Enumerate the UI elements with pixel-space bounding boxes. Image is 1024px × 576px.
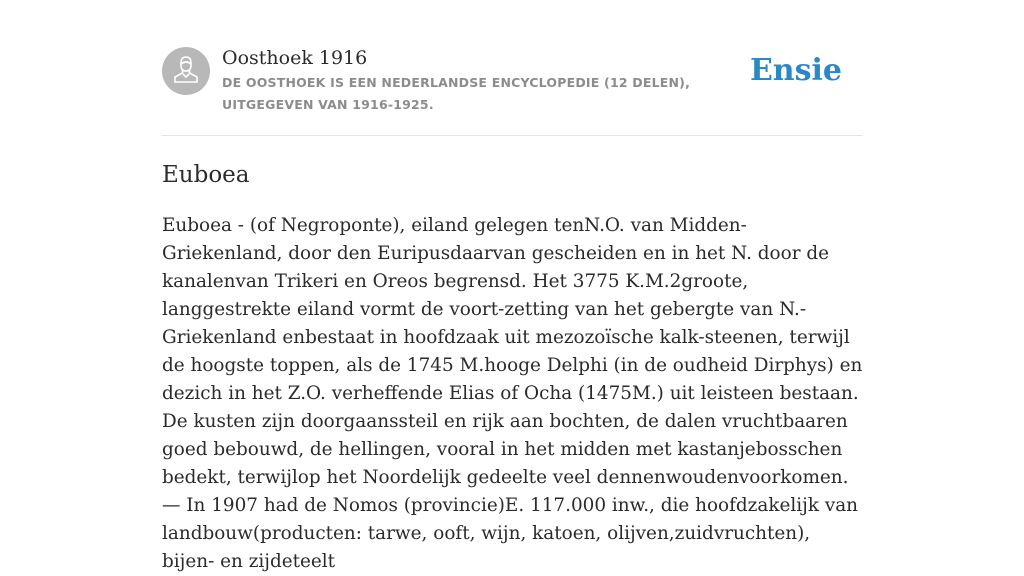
source-avatar[interactable] bbox=[162, 47, 210, 95]
source-header bbox=[162, 46, 862, 136]
article-title: Euboea bbox=[162, 162, 250, 188]
source-title[interactable]: Oosthoek 1916 bbox=[222, 47, 368, 69]
source-description: DE OOSTHOEK IS EEN NEDERLANDSE ENCYCLOPEDIE (12 DELEN), UITGEGEVEN VAN 1916-1925. bbox=[222, 75, 691, 112]
article-body: Euboea - (of Negroponte), eiland gelegen tenN.O. van Midden-Griekenland, door den Euripusdaarvan gescheiden en in het N. door de kanalenvan Trikeri en Oreos begrensd. Het 3775 K.M.2groote, langgestrekte eiland vormt de voort-zetting van het gebergte van N.-Griekenland enbestaat in hoofdzaak uit mezozoïsche kalk-steenen, terwijl de hoogste toppen, als de 1745 M.hooge Delphi (in de oudheid Dirphys) en dezich in het Z.O. verheffende Elias of Ocha (1475M.) uit leisteen bestaan. De kusten zijn doorgaanssteil en rijk aan bochten, de dalen vruchtbaaren goed bebouwd, de hellingen, vooral in het midden met kastanjebosschen bedekt, terwijlop het Noordelijk gedeelte veel dennenwoudenvoorkomen. — In 1907 had de Nomos (provincie)E. 117.000 inw., die hoofdzakelijk van landbouw(producten: tarwe, ooft, wijn, katoen, olijven,zuidvruchten), bijen- en zijdeteelt bbox=[162, 215, 863, 572]
user-silhouette-icon bbox=[172, 54, 200, 89]
ensie-logo[interactable]: Ensie bbox=[749, 53, 842, 88]
